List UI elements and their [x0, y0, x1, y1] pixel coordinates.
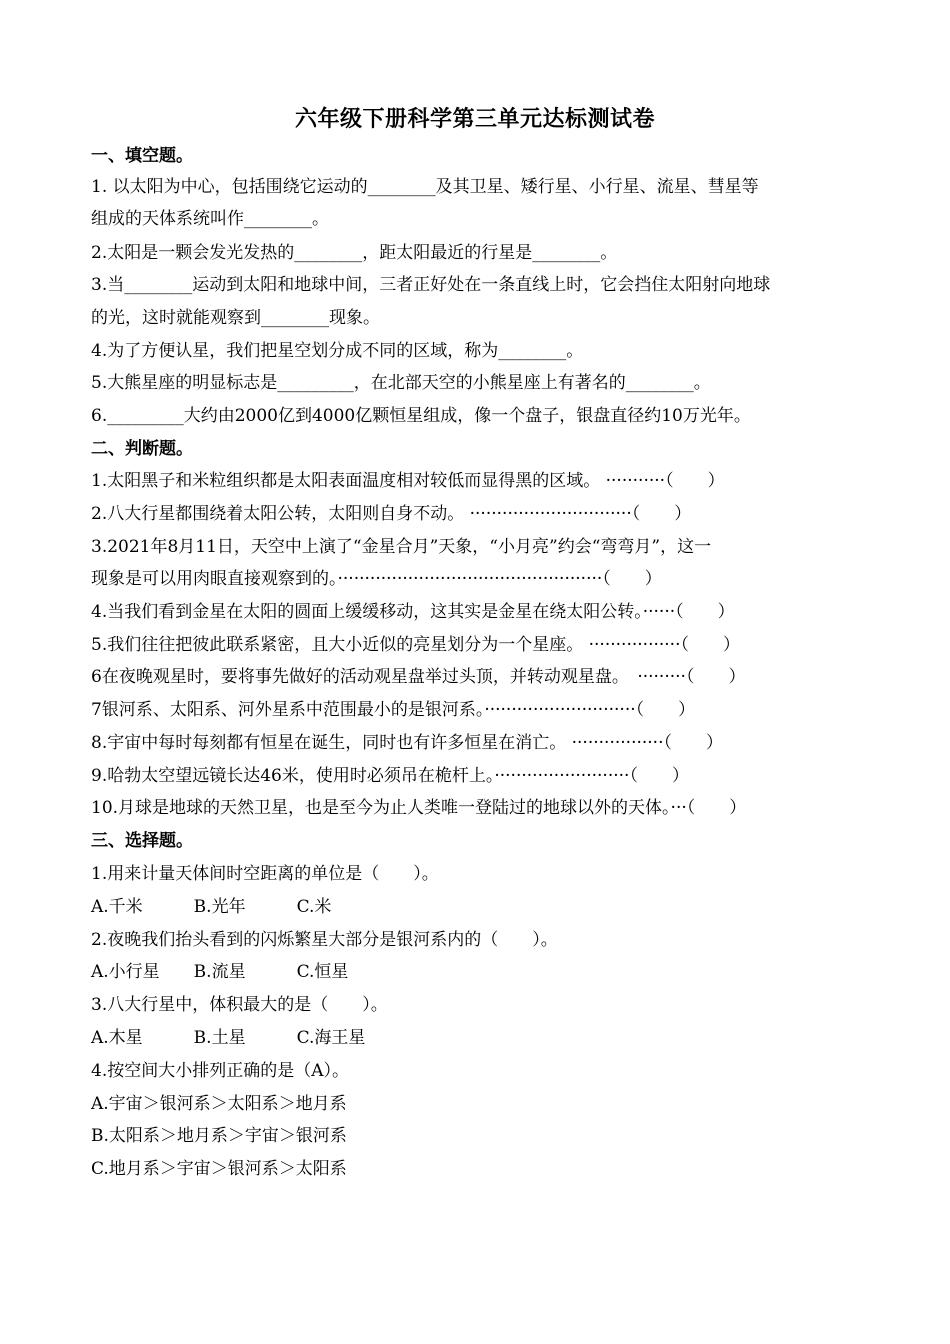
tf-q3-line2: 现象是可以用肉眼直接观察到的。·················································（ ）: [91, 569, 662, 589]
section-heading-multiple-choice: 三、选择题。: [91, 831, 193, 851]
tf-q10: 10.月球是地球的天然卫星，也是至今为止人类唯一登陆过的地球以外的天体。···（ ）: [91, 798, 747, 818]
mc-q1: 1.用来计量天体间时空距离的单位是（ ）。: [91, 864, 439, 884]
fill-q5: 5.大熊星座的明显标志是_________，在北部天空的小熊星座上有著名的________。: [91, 373, 711, 393]
fill-q6: 6._________大约由2000亿到4000亿颗恒星组成，像一个盘子，银盘直径约10万光年。: [91, 406, 751, 426]
tf-q2: 2.八大行星都围绕着太阳公转，太阳则自身不动。 ······························（ ）: [91, 504, 692, 524]
page-title: 六年级下册科学第三单元达标测试卷: [294, 106, 655, 132]
fill-q1-line1: 1. 以太阳为中心，包括围绕它运动的________及其卫星、矮行星、小行星、流星、彗星等: [91, 177, 759, 197]
mc-q4-option-a: A.宇宙＞银河系＞太阳系＞地月系: [91, 1094, 347, 1114]
mc-q4-option-c: C.地月系＞宇宙＞银河系＞太阳系: [91, 1159, 347, 1179]
tf-q9: 9.哈勃太空望远镜长达46米，使用时必须吊在桅杆上。·························（ ）: [91, 766, 689, 786]
mc-q4: 4.按空间大小排列正确的是（A）。: [91, 1061, 349, 1081]
fill-q3-line1: 3.当________运动到太阳和地球中间，三者正好处在一条直线上时，它会挡住太阳射向地球: [91, 275, 771, 295]
fill-q3-line2: 的光，这时就能观察到________现象。: [91, 308, 380, 328]
mc-q4-option-b: B.太阳系＞地月系＞宇宙＞银河系: [91, 1126, 347, 1146]
tf-q8: 8.宇宙中每时每刻都有恒星在诞生，同时也有许多恒星在消亡。 ·················（ ）: [91, 733, 723, 753]
tf-q4: 4.当我们看到金星在太阳的圆面上缓缓移动，这其实是金星在绕太阳公转。······（ ）: [91, 602, 735, 622]
section-heading-true-false: 二、判断题。: [91, 439, 193, 459]
mc-q2-options: A.小行星 B.流星 C.恒星: [91, 962, 349, 982]
mc-q1-options: A.千米 B.光年 C.米: [91, 897, 332, 917]
tf-q6: 6在夜晚观星时，要将事先做好的活动观星盘举过头顶，并转动观星盘。 ·········（ ）: [91, 667, 746, 687]
tf-q7: 7银河系、太阳系、河外星系中范围最小的是银河系。····························（ ）: [91, 700, 696, 720]
tf-q3-line1: 3.2021年8月11日，天空中上演了“金星合月”天象，“小月亮”约会“弯弯月”，这一: [91, 537, 712, 557]
mc-q3-options: A.木星 B.土星 C.海王星: [91, 1028, 366, 1048]
fill-q2: 2.太阳是一颗会发光发热的________，距太阳最近的行星是________。: [91, 243, 618, 263]
fill-q4: 4.为了方便认星，我们把星空划分成不同的区域，称为________。: [91, 341, 584, 361]
mc-q3: 3.八大行星中，体积最大的是（ ）。: [91, 995, 388, 1015]
mc-q2: 2.夜晚我们抬头看到的闪烁繁星大部分是银河系内的（ ）。: [91, 930, 558, 950]
fill-q1-line2: 组成的天体系统叫作________。: [91, 209, 329, 229]
section-heading-fill-blank: 一、填空题。: [91, 146, 193, 166]
tf-q1: 1.太阳黑子和米粒组织都是太阳表面温度相对较低而显得黑的区域。 ···········（ ）: [91, 471, 725, 491]
tf-q5: 5.我们往往把彼此联系紧密，且大小近似的亮星划分为一个星座。 ·················（ ）: [91, 635, 740, 655]
